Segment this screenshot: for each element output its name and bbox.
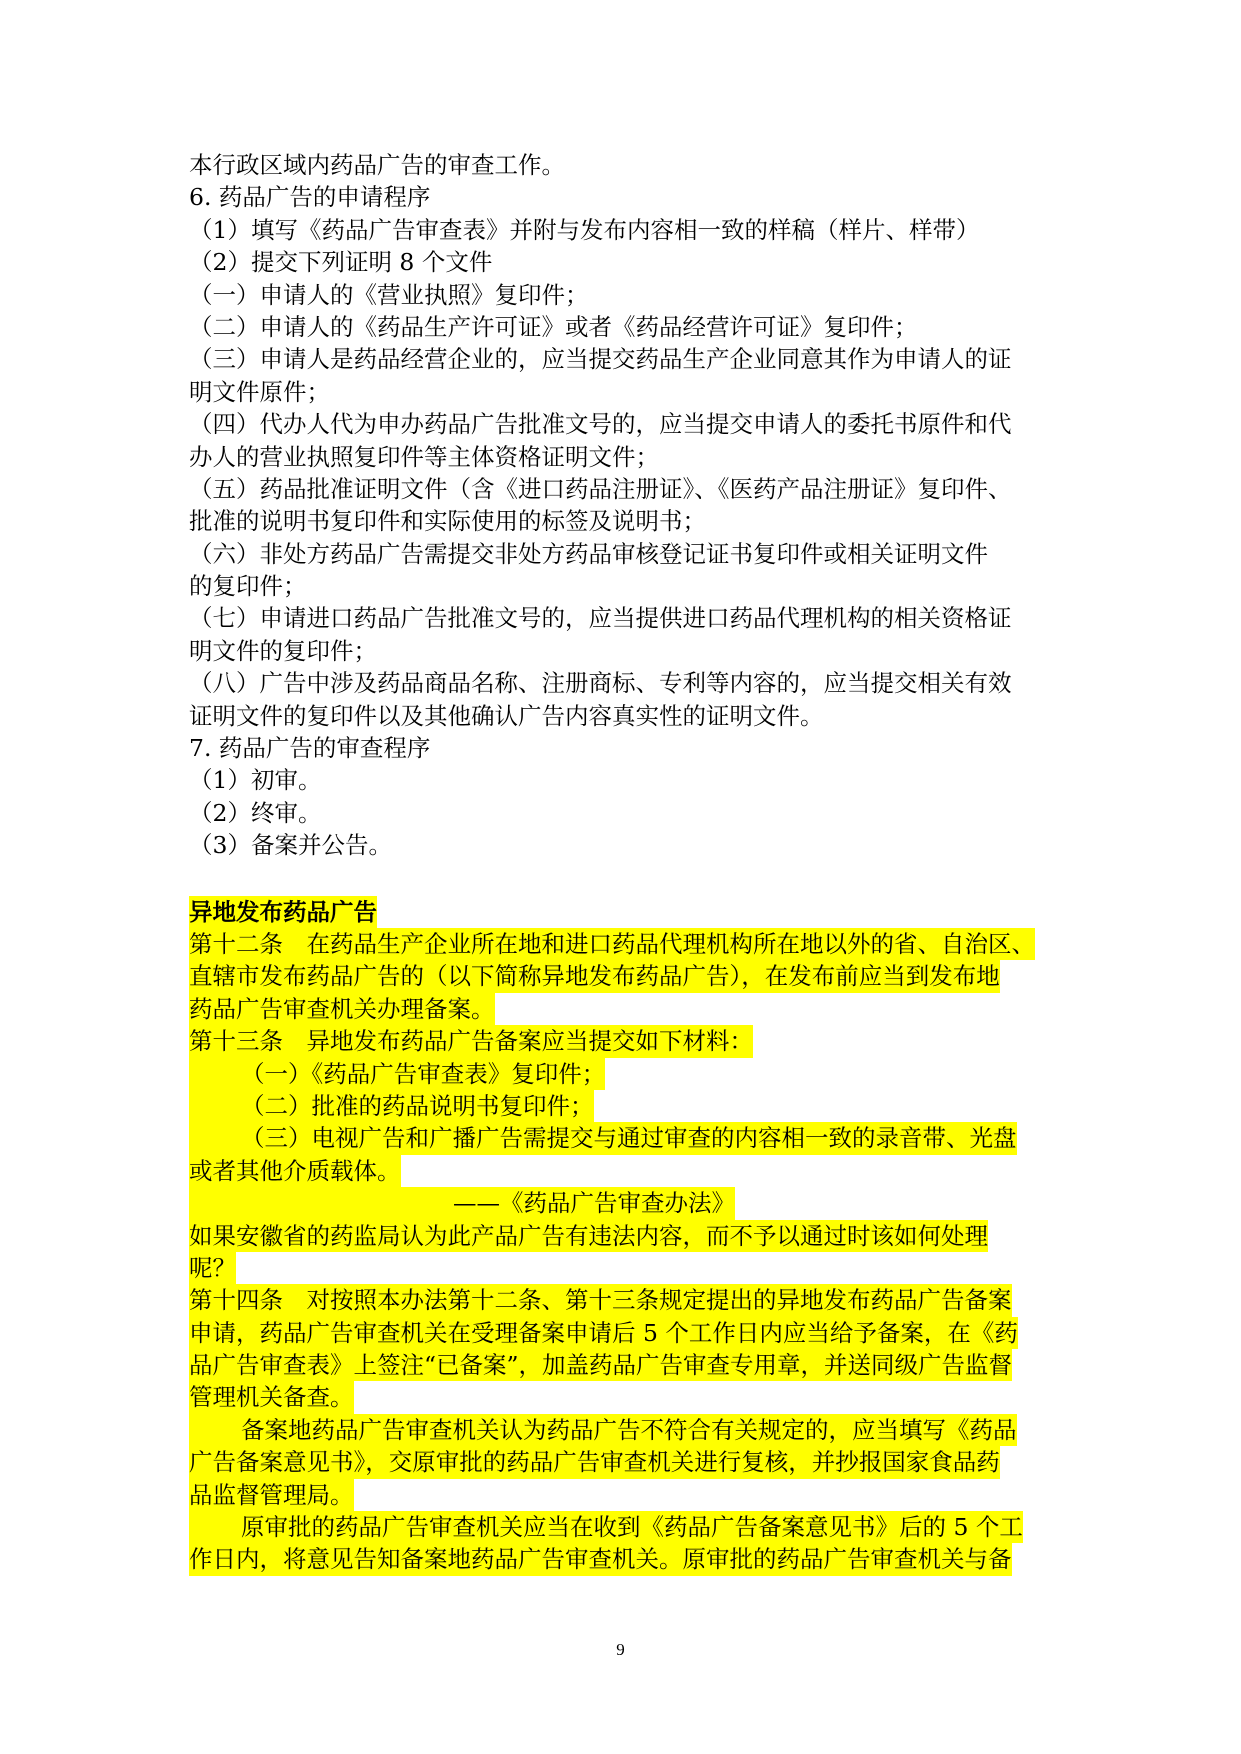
highlighted-line: 管理机关备查。 bbox=[189, 1381, 354, 1413]
highlighted-line: 第十四条 对按照本办法第十二条、第十三条规定提出的异地发布药品广告备案 bbox=[189, 1284, 1012, 1316]
highlighted-line: 广告备案意见书》，交原审批的药品广告审查机关进行复核，并抄报国家食品药 bbox=[189, 1446, 1000, 1478]
highlighted-list-item: （一）《药品广告审查表》复印件； bbox=[189, 1058, 605, 1090]
section-heading: 7. 药品广告的审查程序 bbox=[189, 734, 431, 763]
list-item: （二）申请人的《药品生产许可证》或者《药品经营许可证》复印件； bbox=[189, 312, 918, 341]
list-item: （七）申请进口药品广告批准文号的，应当提供进口药品代理机构的相关资格证 bbox=[189, 604, 1012, 633]
text-line: （2）提交下列证明 8 个文件 bbox=[189, 248, 493, 277]
highlighted-line: 品广告审查表》上签注“已备案”，加盖药品广告审查专用章，并送同级广告监督 bbox=[189, 1349, 1012, 1381]
body-text bbox=[189, 149, 1059, 1576]
highlighted-line: 备案地药品广告审查机关认为药品广告不符合有关规定的，应当填写《药品 bbox=[189, 1414, 1017, 1446]
highlighted-list-item: （三）电视广告和广播广告需提交与通过审查的内容相一致的录音带、光盘 bbox=[189, 1122, 1017, 1154]
list-item: （1）初审。 bbox=[189, 766, 322, 795]
list-item: （六）非处方药品广告需提交非处方药品审核登记证书复印件或相关证明文件 bbox=[189, 539, 988, 568]
list-item: （三）申请人是药品经营企业的，应当提交药品生产企业同意其作为申请人的证 bbox=[189, 345, 1012, 374]
list-item: （八）广告中涉及药品商品名称、注册商标、专利等内容的，应当提交相关有效 bbox=[189, 669, 1012, 698]
highlighted-question: 如果安徽省的药监局认为此产品广告有违法内容，而不予以通过时该如何处理 bbox=[189, 1220, 988, 1252]
page-number: 9 bbox=[616, 1640, 625, 1659]
text-line: 的复印件； bbox=[189, 572, 307, 601]
text-line: 办人的营业执照复印件等主体资格证明文件； bbox=[189, 442, 659, 471]
text-line: （1）填写《药品广告审查表》并附与发布内容相一致的样稿（样片、样带） bbox=[189, 215, 980, 244]
list-item: （3）备案并公告。 bbox=[189, 831, 392, 860]
highlighted-line: 第十三条 异地发布药品广告备案应当提交如下材料： bbox=[189, 1025, 753, 1057]
highlighted-heading: 异地发布药品广告 bbox=[189, 896, 377, 928]
list-item: （五）药品批准证明文件（含《进口药品注册证》、《医药产品注册证》复印件、 bbox=[189, 474, 1012, 503]
text-line: 本行政区域内药品广告的审查工作。 bbox=[189, 151, 565, 179]
highlighted-line: 第十二条 在药品生产企业所在地和进口药品代理机构所在地以外的省、自治区、 bbox=[189, 928, 1035, 960]
section-heading: 6. 药品广告的申请程序 bbox=[189, 183, 431, 212]
text-line: 明文件的复印件； bbox=[189, 636, 377, 665]
list-item: （2）终审。 bbox=[189, 798, 322, 827]
highlighted-line: 药品广告审查机关办理备案。 bbox=[189, 993, 495, 1025]
list-item: （一）申请人的《营业执照》复印件； bbox=[189, 280, 589, 309]
text-line: 明文件原件； bbox=[189, 377, 330, 406]
highlighted-line: 申请，药品广告审查机关在受理备案申请后 5 个工作日内应当给予备案，在《药 bbox=[189, 1317, 1018, 1349]
text-line: 批准的说明书复印件和实际使用的标签及说明书； bbox=[189, 507, 706, 536]
highlighted-source-citation: ——《药品广告审查办法》 bbox=[189, 1187, 735, 1219]
highlighted-list-item: （二）批准的药品说明书复印件； bbox=[189, 1090, 594, 1122]
highlighted-line: 品监督管理局。 bbox=[189, 1479, 354, 1511]
text-line: 证明文件的复印件以及其他确认广告内容真实性的证明文件。 bbox=[189, 701, 824, 730]
highlighted-line: 或者其他介质载体。 bbox=[189, 1155, 401, 1187]
highlighted-question: 呢？ bbox=[189, 1252, 236, 1284]
list-item: （四）代办人代为申办药品广告批准文号的，应当提交申请人的委托书原件和代 bbox=[189, 410, 1012, 439]
highlighted-line: 原审批的药品广告审查机关应当在收到《药品广告备案意见书》后的 5 个工 bbox=[189, 1511, 1023, 1543]
highlighted-line: 直辖市发布药品广告的（以下简称异地发布药品广告），在发布前应当到发布地 bbox=[189, 960, 1000, 992]
blank-line bbox=[189, 862, 1059, 896]
highlighted-line: 作日内，将意见告知备案地药品广告审查机关。原审批的药品广告审查机关与备 bbox=[189, 1543, 1012, 1575]
